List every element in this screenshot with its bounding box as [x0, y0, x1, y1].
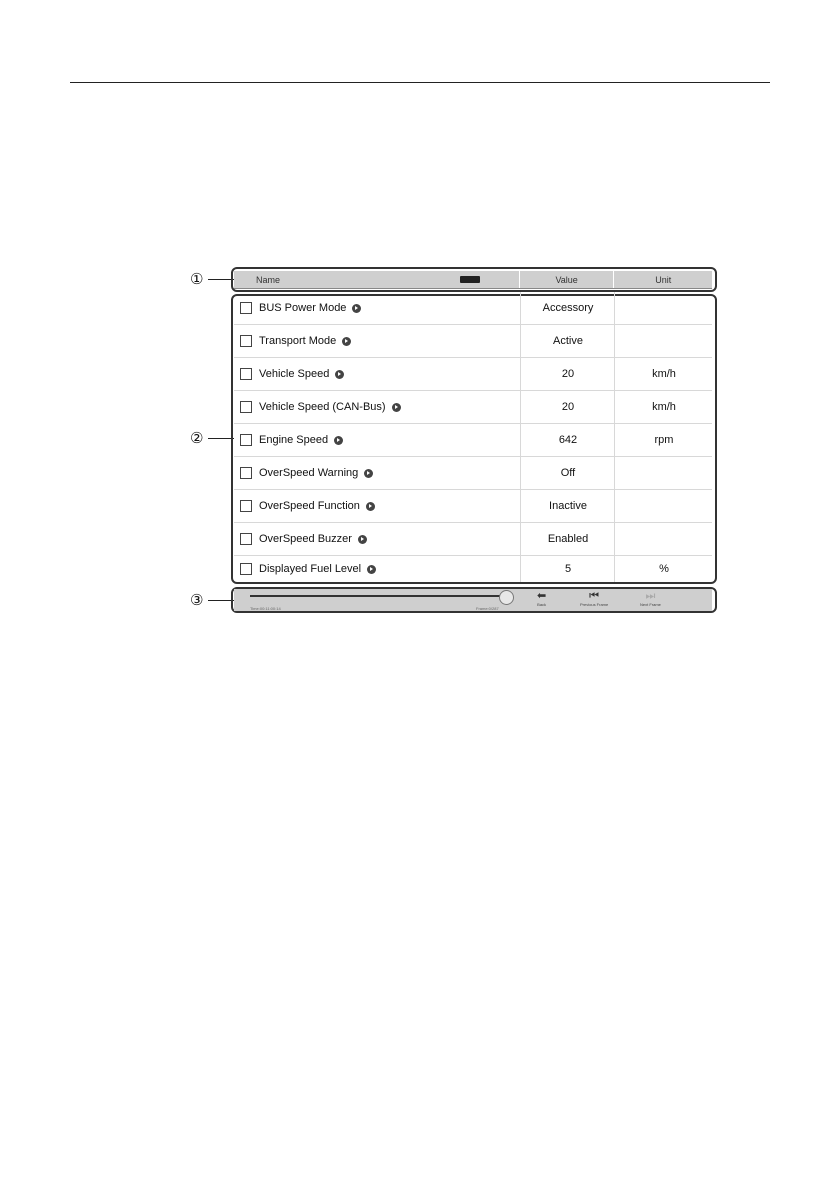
playback-toolbar [234, 589, 712, 611]
header-name: Name [256, 274, 281, 285]
back-button[interactable] [537, 591, 546, 608]
arrow-circle-icon[interactable] [335, 370, 344, 379]
row-name: Vehicle Speed (CAN-Bus) [259, 401, 386, 413]
time-readout: Time:00:11:00:14 [250, 606, 281, 611]
row-value: Accessory [520, 292, 615, 324]
page-header-rule [70, 82, 770, 83]
back-label: Back [537, 602, 547, 607]
table-row [234, 292, 712, 325]
row-checkbox[interactable] [240, 563, 252, 575]
callout-2: ② [190, 429, 204, 447]
row-value: Active [520, 325, 615, 357]
arrow-circle-icon[interactable] [358, 535, 367, 544]
header-value: Value [519, 271, 614, 288]
row-value: 20 [520, 358, 615, 390]
row-unit [614, 490, 713, 522]
row-value: Enabled [520, 523, 615, 555]
frame-slider-thumb[interactable] [499, 590, 514, 605]
row-unit [614, 325, 713, 357]
table-row [234, 391, 712, 424]
row-name: OverSpeed Warning [259, 467, 359, 479]
data-table [234, 292, 712, 582]
row-unit [614, 523, 713, 555]
row-checkbox[interactable] [240, 533, 252, 545]
row-name: BUS Power Mode [259, 302, 347, 314]
arrow-circle-icon[interactable] [364, 469, 373, 478]
row-checkbox[interactable] [240, 302, 252, 314]
row-name: Vehicle Speed [259, 368, 330, 380]
table-header [234, 271, 712, 289]
row-unit: km/h [614, 358, 713, 390]
row-unit: % [614, 556, 713, 582]
arrow-circle-icon[interactable] [352, 304, 361, 313]
row-value: 642 [520, 424, 615, 456]
table-row [234, 457, 712, 490]
table-row [234, 523, 712, 556]
next-frame-label: Next Frame [640, 602, 661, 607]
row-checkbox[interactable] [240, 401, 252, 413]
row-value: Off [520, 457, 615, 489]
row-unit [614, 292, 713, 324]
row-name: Engine Speed [259, 434, 329, 446]
header-unit: Unit [613, 271, 712, 288]
next-frame-button[interactable] [640, 591, 661, 608]
row-name: OverSpeed Function [259, 500, 360, 512]
callout-3: ③ [190, 591, 204, 609]
row-name: OverSpeed Buzzer [259, 533, 352, 545]
row-name: Displayed Fuel Level [259, 563, 362, 575]
previous-frame-label: Previous Frame [580, 602, 609, 607]
row-checkbox[interactable] [240, 434, 252, 446]
row-value: Inactive [520, 490, 615, 522]
arrow-circle-icon[interactable] [342, 337, 351, 346]
row-unit: km/h [614, 391, 713, 423]
drag-handle-icon[interactable] [460, 276, 480, 283]
previous-frame-button[interactable] [580, 591, 608, 608]
row-checkbox[interactable] [240, 368, 252, 380]
row-checkbox[interactable] [240, 500, 252, 512]
arrow-circle-icon[interactable] [334, 436, 343, 445]
table-row [234, 358, 712, 391]
row-value: 5 [520, 556, 615, 582]
frame-slider-track[interactable] [250, 595, 506, 597]
callout-1: ① [190, 270, 204, 288]
arrow-circle-icon[interactable] [367, 565, 376, 574]
row-value: 20 [520, 391, 615, 423]
row-checkbox[interactable] [240, 467, 252, 479]
table-row [234, 424, 712, 457]
skip-forward-icon: ⏭ [645, 590, 656, 602]
row-unit: rpm [614, 424, 713, 456]
table-row [234, 325, 712, 358]
arrow-circle-icon[interactable] [392, 403, 401, 412]
frame-readout: Frame:0/287 [476, 606, 499, 611]
row-checkbox[interactable] [240, 335, 252, 347]
arrow-circle-icon[interactable] [366, 502, 375, 511]
table-row [234, 490, 712, 523]
back-arrow-icon: ⬅ [537, 590, 547, 602]
row-unit [614, 457, 713, 489]
row-name: Transport Mode [259, 335, 337, 347]
table-row [234, 556, 712, 582]
skip-back-icon: ⏮ [589, 590, 600, 602]
